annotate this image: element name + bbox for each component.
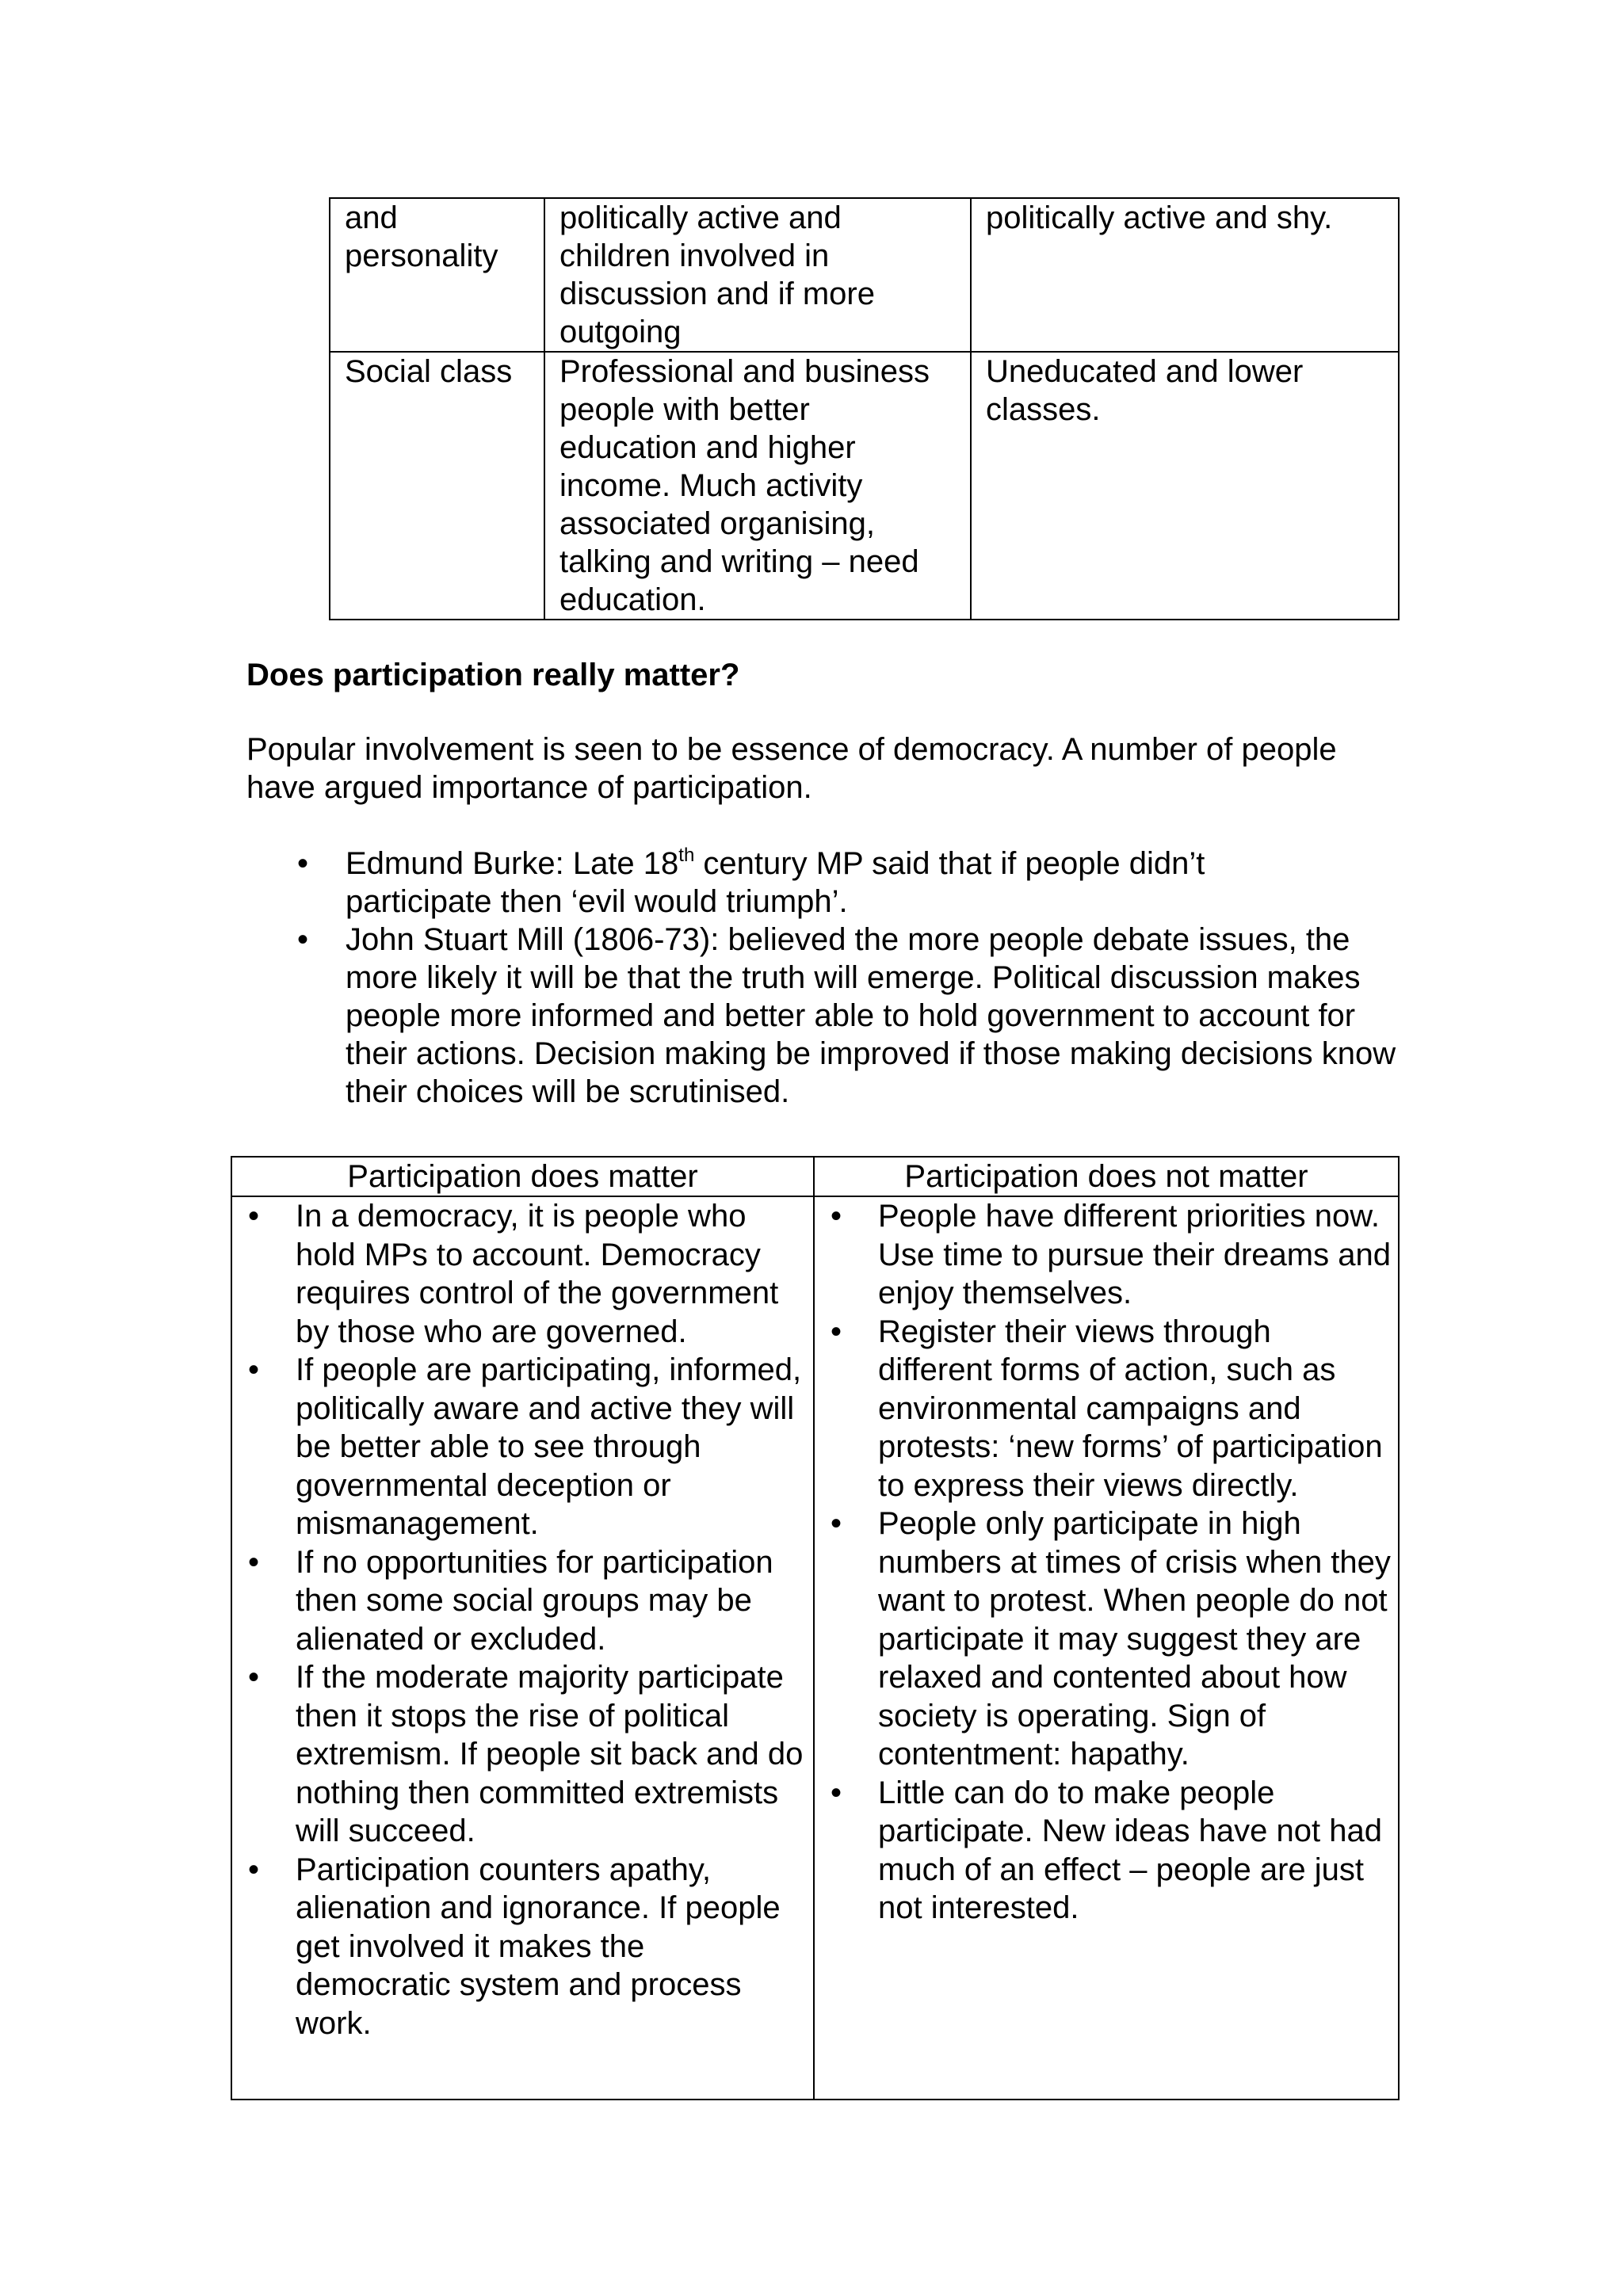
intro-paragraph: Popular involvement is seen to be essence of democracy. A number of people have argued importance of participation.: [246, 732, 1337, 805]
less-likely-cell: [971, 198, 1399, 352]
point-text: People only participate in high numbers at times of crisis when they want to protest. When people do not participate it may suggest they are relaxed and contented about how society is operating. Sign of contentment: hapathy.: [878, 1506, 1391, 1772]
point-text: Register their views through different forms of action, such as environmental campaigns and protests: ‘new forms’ of participation to express their views directly.: [878, 1314, 1383, 1503]
list-item: [246, 921, 1411, 1111]
participation-comparison-table: [231, 1156, 1400, 2100]
more-likely-cell: [544, 198, 971, 352]
list-item: [232, 1197, 807, 1351]
point-text: If no opportunities for participation then some social groups may be alienated or excluded.: [296, 1544, 773, 1657]
point-text: If the moderate majority participate then it stops the rise of political extremism. If people sit back and do nothing then committed extremists will succeed.: [296, 1660, 804, 1848]
point-text: In a democracy, it is people who hold MPs to account. Democracy requires control of the government by those who are governed.: [296, 1199, 779, 1349]
does-not-matter-cell: [814, 1196, 1399, 2100]
factor-cell: [330, 198, 544, 352]
bullet-icon: •: [248, 1660, 260, 1695]
list-item: [815, 1197, 1392, 1313]
bullet-icon: •: [248, 1852, 260, 1887]
point-text: If people are participating, informed, politically aware and active they will be better able to see through governmental deception or mismanagement.: [296, 1352, 802, 1541]
bullet-icon: •: [831, 1506, 842, 1541]
bullet-icon: •: [248, 1199, 260, 1234]
list-item: [246, 845, 1411, 921]
list-item: [232, 1851, 807, 2043]
more-likely-text: politically active and children involved in discussion and if more outgoing: [559, 200, 875, 349]
column-header-does-not-matter: Participation does not matter: [814, 1157, 1399, 1196]
bullet-icon: •: [831, 1314, 842, 1349]
list-item: [815, 1505, 1392, 1774]
list-item: [232, 1351, 807, 1543]
bullet-text: Edmund Burke: Late 18: [346, 846, 679, 881]
bullet-icon: •: [831, 1775, 842, 1810]
list-item: [232, 1658, 807, 1851]
table-row: [330, 198, 1399, 352]
column-header-does-matter: Participation does matter: [231, 1157, 814, 1196]
less-likely-cell: [971, 352, 1399, 620]
section-heading: Does participation really matter?: [246, 658, 740, 692]
more-likely-text: Professional and business people with better education and higher income. Much activity associated organising, talking and writing – need education.: [559, 354, 930, 617]
does-matter-cell: [231, 1196, 814, 2100]
bullet-icon: •: [297, 922, 309, 957]
table-row: [330, 352, 1399, 620]
bullet-text: John Stuart Mill (1806-73): believed the more people debate issues, the more likely it will be that the truth will emerge. Political discussion makes people more informed and better able to hold government to account for their actions. Decision making be improved if those making decisions know their choices will be scrutinised.: [346, 922, 1396, 1109]
factor-cell: [330, 352, 544, 620]
table-header-row: [231, 1157, 1399, 1196]
less-likely-text: Uneducated and lower classes.: [986, 354, 1304, 427]
list-item: [815, 1313, 1392, 1505]
does-matter-list: [232, 1197, 807, 2042]
participation-factors-table: [329, 197, 1400, 620]
bullet-icon: •: [297, 846, 309, 881]
list-item: [232, 1543, 807, 1659]
bullet-text-continued: century MP said that if people didn’t participate then ‘evil would triumph’.: [346, 846, 1205, 919]
does-not-matter-list: [815, 1197, 1392, 1928]
bullet-icon: •: [831, 1199, 842, 1234]
point-text: People have different priorities now. Use time to pursue their dreams and enjoy themselves.: [878, 1199, 1391, 1310]
thinkers-list: [246, 845, 1411, 1111]
superscript: th: [678, 845, 695, 866]
list-item: [815, 1774, 1392, 1928]
factor-text: and personality: [345, 200, 498, 273]
point-text: Little can do to make people participate. New ideas have not had much of an effect – people are just not interested.: [878, 1775, 1382, 1925]
bullet-icon: •: [248, 1352, 260, 1387]
bullet-icon: •: [248, 1544, 260, 1580]
less-likely-text: politically active and shy.: [986, 200, 1333, 235]
point-text: Participation counters apathy, alienation and ignorance. If people get involved it makes the democratic system and process work.: [296, 1852, 781, 2041]
factor-text: Social class: [345, 354, 513, 389]
more-likely-cell: [544, 352, 971, 620]
table-row: [231, 1196, 1399, 2100]
